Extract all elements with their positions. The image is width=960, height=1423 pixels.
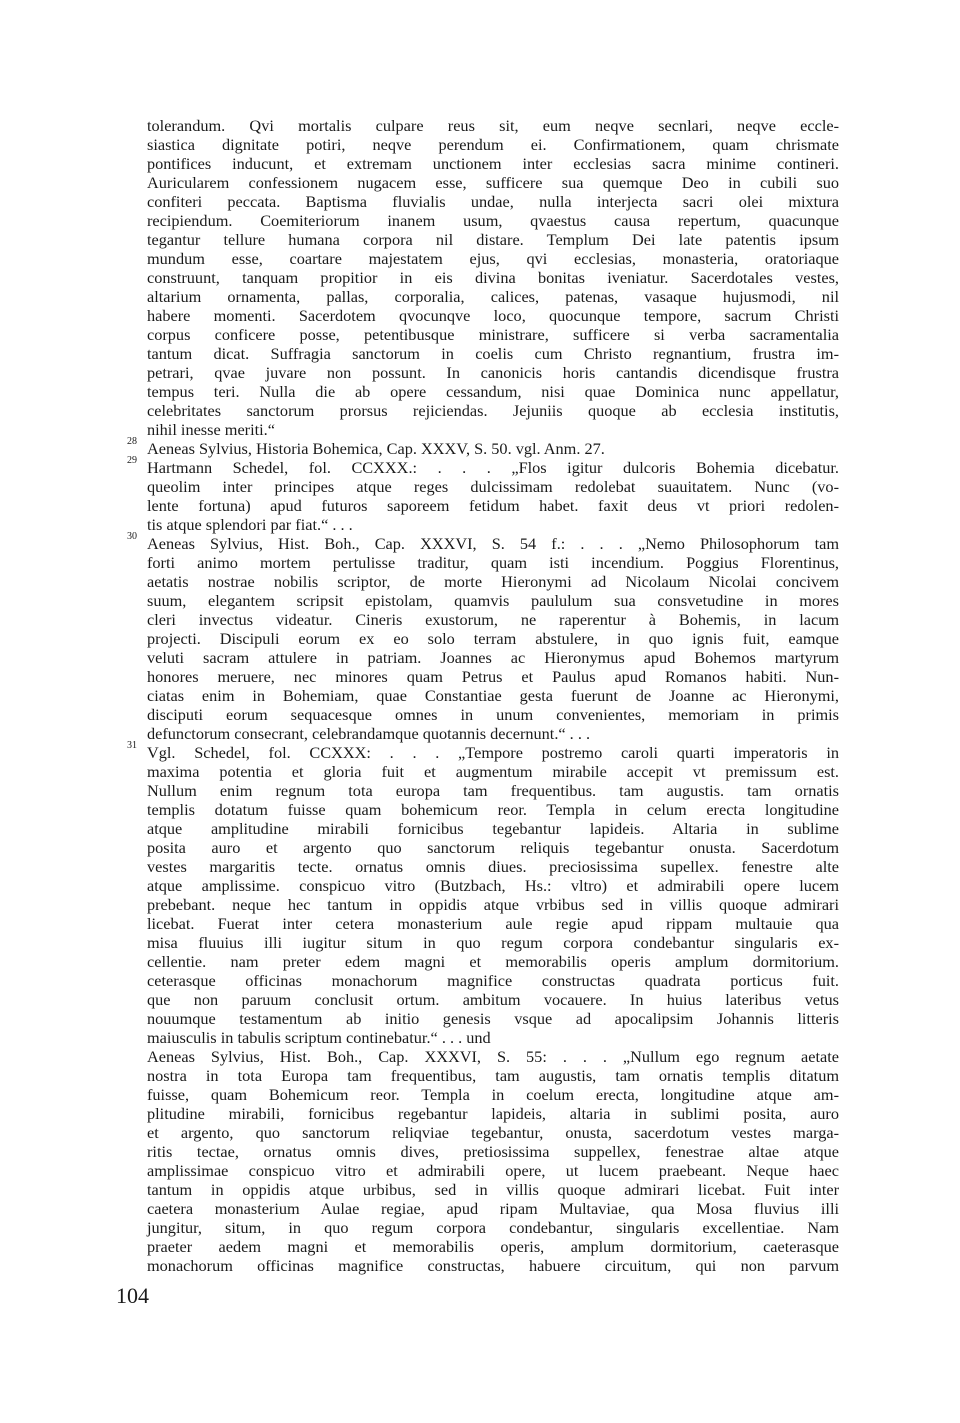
text-line: suum, elegantem scripsit epistolam, quamvis paululum sua consvetudine in mores: [147, 591, 839, 610]
text-line: construunt, tanquam propitior in eis divina bonitas iveniatur. Sacerdotales vestes,: [147, 268, 839, 287]
text-line: maiusculis in tabulis scriptum continebatur.“ . . . und: [147, 1028, 491, 1047]
text-line: ciatas enim in Bohemiam, quae Constantiae gesta fuerunt de Joanne ac Hieronymi,: [147, 686, 839, 705]
text-line: disciputi eorum sequacesque omnes in unum convenientes, memoriam in primis: [147, 705, 839, 724]
text-line: monachorum officinas magnifice constructas, habuere circuitum, qui non parvum: [147, 1256, 839, 1275]
text-line: celebritates sanctorum prorsus rejiciendas. Jejuniis quoque ab ecclesia institutis,: [147, 401, 839, 420]
text-line: licebat. Fuerat inter cetera monasterium aule regie apud rippam multauie qua: [147, 914, 839, 933]
text-line: cleri invectus videatur. Cineris exustorum, ne raperentur à Bohemis, in lacum: [147, 610, 839, 629]
footnote-31: [127, 740, 839, 762]
text-line: nouumque testamentum ab initio genesis vsque ad apocalipsim Johannis litteris: [147, 1009, 839, 1028]
text-line: cellentie. nam preter edem magni et memorabilis operis amplum dormitorium.: [147, 952, 839, 971]
text-line: tantum in oppidis atque urbibus, sed in villis quoque admirari licebat. Fuit inter: [147, 1180, 839, 1199]
text-line: praeter aedem magni et memorabilis operis, amplum dormitorium, caeterasque: [147, 1237, 839, 1256]
text-line: mundum esse, coartare majestatem ejus, qvi ecclesias, monasteria, oratoriaque: [147, 249, 839, 268]
footnote-number: 29: [127, 455, 137, 466]
text-line: projecti. Discipuli eorum ex eo solo terram abstulere, in quo ignis fuit, eamque: [147, 629, 839, 648]
text-line: caetera monasterium Aulae regiae, apud ripam Multaviae, qua Mosa fluvius illi: [147, 1199, 839, 1218]
text-line: jungitur, situm, in quo regum corpora condebantur, singularis excellentiae. Nam: [147, 1218, 839, 1237]
footnote-number: 31: [127, 740, 137, 751]
page-number: 104: [116, 1283, 149, 1308]
text-line: Auricularem confessionem nugacem esse, sufficere sua quemque Deo in cubili suo: [147, 173, 839, 192]
text-line: altarium ornamenta, pallas, corporalia, calices, patenas, vasaque hujusmodi, nil: [147, 287, 839, 306]
text-line: templis dotatum fuisse quam bohemicum reor. Templa in celum erecta longitudine: [147, 800, 839, 819]
text-line: siastica dignitate potiri, neqve perendum ei. Confirmationem, quam chrismate: [147, 135, 839, 154]
text-line: Aeneas Sylvius, Historia Bohemica, Cap. XXXV, S. 50. vgl. Anm. 27.: [147, 439, 605, 458]
text-line: et argento, quo sanctorum reliqviae tegebantur, onusta, sacerdotum vestes marga-: [147, 1123, 839, 1142]
text-line: corpus conficere posse, petentibusque ministrare, sufficere si verba sacramentalia: [147, 325, 839, 344]
text-line: forti animo mortem pertulisse traditur, quam isti incendium. Poggius Florentinus,: [147, 553, 839, 572]
text-line: plitudine mirabili, fornicibus regebantur lapideis, altaria in sublimi posita, auro: [147, 1104, 839, 1123]
text-line: maxima potentia et gloria fuit et augmentum mirabile accepit vt premissum est.: [147, 762, 839, 781]
text-line: tegantur tellure humana corpora nil distare. Templum Dei late patentis ipsum: [147, 230, 839, 249]
text-line: Aeneas Sylvius, Hist. Boh., Cap. XXXVI, S. 55: . . . „Nullum ego regnum aetate: [147, 1047, 839, 1066]
text-line: nihil inesse meriti.“: [147, 420, 275, 439]
text-line: defunctorum consecrant, celebrandamque quotannis decernunt.“ . . .: [147, 724, 591, 743]
text-line: amplissimae conspicuo vitro et admirabili opere, ut lucem praebeant. Neque haec: [147, 1161, 839, 1180]
footnote-28: [127, 436, 839, 458]
text-line: Vgl. Schedel, fol. CCXXX: . . . „Tempore postremo caroli quarti imperatoris in: [147, 743, 839, 762]
text-line: nostra in tota Europa tam frequentibus, tam augustis, tam ornatis templis ditatum: [147, 1066, 839, 1085]
text-line: recipiendum. Coemiteriorum inanem usum, qvaestus causa repertum, quacunque: [147, 211, 839, 230]
text-line: que non paruum conclusit ortum. ambitum vocauere. In huius lateribus vetus: [147, 990, 839, 1009]
text-line: posita auro et argento quo sanctorum reliquis tegebantur onusta. Sacerdotum: [147, 838, 839, 857]
text-line: aetatis nostrae nobilis scriptor, de morte Hieronymi ad Nicolaum Nicolai concivem: [147, 572, 839, 591]
text-line: tempus teri. Nulla die ab opere cessandum, nisi quae Dominica nunc appellatur,: [147, 382, 839, 401]
footnote-30: [127, 531, 839, 553]
text-line: queolim inter principes atque reges dulcissimam redolebat suauitatem. Nunc (vo-: [147, 477, 839, 496]
text-line: atque amplitudine mirabili fornicibus tegebantur lapideis. Altaria in sublime: [147, 819, 839, 838]
text-line: tolerandum. Qvi mortalis culpare reus sit, eum neqve secnlari, neqve eccle-: [147, 116, 839, 135]
text-line: lente fortuna) apud futuros saporeem fetidum habet. faxit deus vt priori redolen-: [147, 496, 839, 515]
text-line: tantum dicat. Suffragia sanctorum in coelis cum Christo regnantium, frustra im-: [147, 344, 839, 363]
footnote-number: 28: [127, 436, 137, 447]
text-line: fuisse, quam Bohemicum reor. Templa in coelum erecta, longitudine atque am-: [147, 1085, 839, 1104]
text-line: tis atque splendori par fiat.“ . . .: [147, 515, 353, 534]
text-line: Hartmann Schedel, fol. CCXXX.: . . . „Flos igitur dulcoris Bohemia dicebatur.: [147, 458, 839, 477]
text-line: ritis tectae, ornatus omnis dives, pretiosissima suppellex, fenestrae altae atque: [147, 1142, 839, 1161]
text-line: ceterasque officinas monachorum magnifice constructas quadrata porticus fuit.: [147, 971, 839, 990]
text-line: vestes margaritis tecte. ornatus omnis diues. preciosissima supellex. fenestre alte: [147, 857, 839, 876]
text-line: Aeneas Sylvius, Hist. Boh., Cap. XXXVI, S. 54 f.: . . . „Nemo Philosophorum tam: [147, 534, 839, 553]
text-line: petrari, qvae juvare non possunt. In canonicis horis cantandis dicendisque frustra: [147, 363, 839, 382]
text-line: misa fluuius illi iugitur situm in quo regum corpora condebantur singularis ex-: [147, 933, 839, 952]
text-line: honores meruere, nec minores quam Petrus et Paulus apud Romanos habiti. Nun-: [147, 667, 839, 686]
text-line: prebebant. neque hec tantum in oppidis atque vrbibus sed in villis quoque admirari: [147, 895, 839, 914]
footnote-number: 30: [127, 531, 137, 542]
text-line: veluti sacram attulere in patriam. Joannes ac Hieronymus apud Bohemos martyrum: [147, 648, 839, 667]
footnote-29: [127, 455, 839, 477]
text-line: Nullum enim regnum tota europa tam frequentibus. tam augustis. tam ornatis: [147, 781, 839, 800]
text-line: confiteri peccata. Baptisma fluvialis undae, nulla interjecta sacri olei mixtura: [147, 192, 839, 211]
main-text-block: [127, 116, 839, 1275]
text-line: habere momenti. Sacerdotem qvocunqve loco, quocunque tempore, sacrum Christi: [147, 306, 839, 325]
text-line: pontifices inducunt, et extremam unctionem inter ecclesias sacra minime contineri.: [147, 154, 839, 173]
text-line: atque amplissime. conspicuo vitro (Butzbach, Hs.: vltro) et admirabili opere lucem: [147, 876, 839, 895]
